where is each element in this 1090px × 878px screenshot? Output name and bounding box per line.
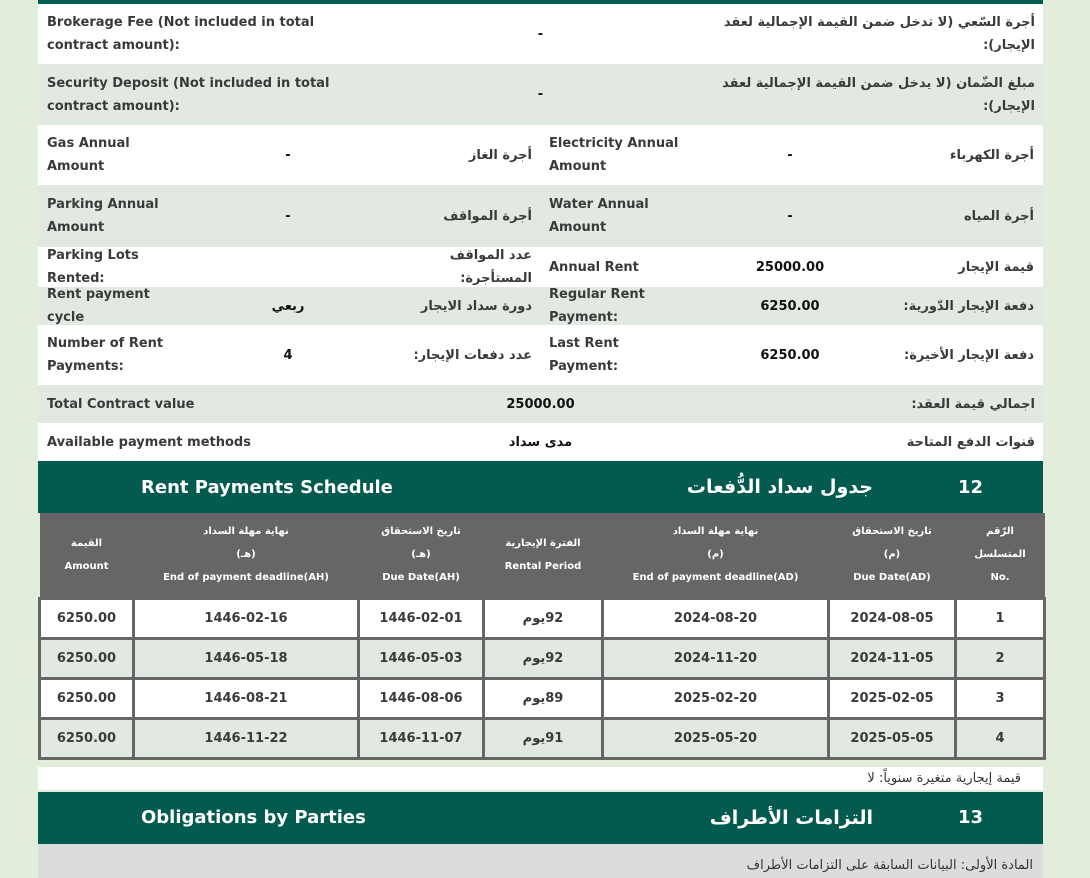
label-en: Security Deposit (Not included in total contract amount): xyxy=(47,75,330,114)
label-ar: أجرة الكهرباء xyxy=(949,147,1034,163)
table-row xyxy=(40,718,1045,758)
value: ربعي xyxy=(271,298,305,314)
fee-row xyxy=(38,64,1043,125)
header-line: End of payment deadline(AD) xyxy=(632,572,799,584)
section-header-obligations xyxy=(38,792,1043,844)
cell-amount: 6250.00 xyxy=(40,678,134,718)
cell-due_ah: 1446-02-01 xyxy=(359,598,484,638)
total-row xyxy=(38,423,1043,461)
field-row xyxy=(38,125,1043,185)
value: 6250.00 xyxy=(760,298,820,314)
column-header-due_ah xyxy=(359,513,484,598)
header-line: Rental Period xyxy=(504,560,582,572)
header-line: No. xyxy=(990,572,1010,584)
payment-schedule-table xyxy=(38,513,1046,760)
fee-row xyxy=(38,4,1043,64)
cell-end_ad: 2024-08-20 xyxy=(603,598,829,638)
obligations-first-article: المادة الأولى: البيانات السابقة على التزامات الأطراف xyxy=(38,844,1043,878)
label-ar: أجرة المياه xyxy=(963,208,1034,224)
label-ar: دفعة الإيجار الأخيرة: xyxy=(904,347,1034,363)
label-ar: أجرة الغاز xyxy=(468,147,532,163)
label-en: Available payment methods xyxy=(47,434,251,450)
value: 4 xyxy=(283,347,293,363)
header-line: تاريخ الاستحقاق xyxy=(381,526,461,538)
cell-due_ad: 2024-11-05 xyxy=(829,638,956,678)
value: - xyxy=(787,147,793,163)
cell-end_ah: 1446-08-21 xyxy=(134,678,359,718)
table-row xyxy=(40,678,1045,718)
cell-no: 2 xyxy=(956,638,1045,678)
cell-amount: 6250.00 xyxy=(40,718,134,758)
column-header-amount xyxy=(40,513,134,598)
column-header-period xyxy=(484,513,603,598)
header-line: Due Date(AH) xyxy=(382,572,460,584)
value: 6250.00 xyxy=(760,347,820,363)
field-row xyxy=(38,247,1043,287)
label-ar: اجمالي قيمة العقد: xyxy=(911,396,1035,412)
header-line: القيمة xyxy=(70,537,103,549)
label-ar: عدد المواقف المستأجرة: xyxy=(449,248,532,286)
label-en: Electricity Annual Amount xyxy=(549,136,679,174)
label-en: Parking Annual Amount xyxy=(47,197,159,235)
cell-end_ad: 2025-02-20 xyxy=(603,678,829,718)
cell-period: 92يوم xyxy=(484,638,603,678)
header-line: الرّقم xyxy=(986,526,1014,538)
value: مدى سداد xyxy=(508,434,573,450)
cell-end_ah: 1446-11-22 xyxy=(134,718,359,758)
cell-no: 1 xyxy=(956,598,1045,638)
value: 25000.00 xyxy=(755,259,825,275)
label-ar: قيمة الإيجار xyxy=(958,259,1034,275)
section-header-schedule xyxy=(38,461,1043,513)
value: - xyxy=(285,147,291,163)
cell-due_ah: 1446-11-07 xyxy=(359,718,484,758)
table-row xyxy=(40,598,1045,638)
cell-end_ad: 2024-11-20 xyxy=(603,638,829,678)
value: - xyxy=(787,208,793,224)
cell-due_ad: 2024-08-05 xyxy=(829,598,956,638)
column-header-no xyxy=(956,513,1045,598)
cell-period: 92يوم xyxy=(484,598,603,638)
header-line: Amount xyxy=(64,560,109,572)
header-line: نهاية مهلة السداد xyxy=(203,526,289,538)
cell-due_ad: 2025-02-05 xyxy=(829,678,956,718)
section-title-ar: التزامات الأطراف xyxy=(709,806,873,829)
cell-end_ah: 1446-05-18 xyxy=(134,638,359,678)
label-en: Parking Lots Rented: xyxy=(47,248,139,286)
cell-no: 3 xyxy=(956,678,1045,718)
header-line: تاريخ الاستحقاق xyxy=(852,526,932,538)
label-en: Regular Rent Payment: xyxy=(549,287,645,325)
label-en: Last Rent Payment: xyxy=(549,336,619,374)
cell-amount: 6250.00 xyxy=(40,598,134,638)
section-title-en: Rent Payments Schedule xyxy=(141,476,393,498)
header-line: المتسلسل xyxy=(974,549,1026,561)
cell-period: 91يوم xyxy=(484,718,603,758)
column-header-end_ad xyxy=(603,513,829,598)
cell-due_ah: 1446-05-03 xyxy=(359,638,484,678)
value: - xyxy=(285,208,291,224)
cell-due_ah: 1446-08-06 xyxy=(359,678,484,718)
cell-end_ah: 1446-02-16 xyxy=(134,598,359,638)
table-row xyxy=(40,638,1045,678)
column-header-end_ah xyxy=(134,513,359,598)
label-en: Gas Annual Amount xyxy=(47,136,130,174)
cell-end_ad: 2025-05-20 xyxy=(603,718,829,758)
section-number: 12 xyxy=(957,476,983,498)
header-line: الفترة الإيجارية xyxy=(505,537,581,549)
label-en: Brokerage Fee (Not included in total contract amount): xyxy=(47,15,315,53)
label-ar: دورة سداد الايجار xyxy=(420,298,532,314)
label-ar: عدد دفعات الإيجار: xyxy=(413,347,532,363)
variable-rent-note: قيمة إيجارية متغيرة سنوياً: لا xyxy=(38,767,1043,790)
column-header-due_ad xyxy=(829,513,956,598)
value: 25000.00 xyxy=(506,396,575,412)
label-ar: مبلغ الضّمان (لا يدخل ضمن القيمة الإجمالية لعقد الإيجار): xyxy=(722,75,1035,114)
cell-period: 89يوم xyxy=(484,678,603,718)
field-row xyxy=(38,325,1043,385)
field-row xyxy=(38,287,1043,325)
value: - xyxy=(537,87,544,102)
header-line: End of payment deadline(AH) xyxy=(163,572,329,584)
cell-due_ad: 2025-05-05 xyxy=(829,718,956,758)
value: - xyxy=(537,26,544,42)
header-line: (م) xyxy=(883,549,901,561)
label-ar: قنوات الدفع المتاحة xyxy=(906,434,1035,450)
header-line: نهاية مهلة السداد xyxy=(672,526,759,538)
header-line: (هـ) xyxy=(411,549,431,561)
total-row xyxy=(38,385,1043,423)
label-en: Annual Rent xyxy=(549,259,639,275)
section-title-en: Obligations by Parties xyxy=(141,807,366,828)
header-line: (هـ) xyxy=(236,549,256,561)
label-ar: دفعة الإيجار الدّورية: xyxy=(903,298,1034,314)
cell-no: 4 xyxy=(956,718,1045,758)
header-line: Due Date(AD) xyxy=(853,572,931,584)
label-ar: أجرة المواقف xyxy=(443,208,532,224)
section-number: 13 xyxy=(957,807,983,828)
field-row xyxy=(38,185,1043,247)
label-en: Total Contract value xyxy=(47,396,195,412)
header-line: (م) xyxy=(707,549,724,561)
label-en: Number of Rent Payments: xyxy=(47,336,164,374)
contract-document xyxy=(38,0,1043,878)
label-ar: أجرة السّعي (لا تدخل ضمن القيمة الإجمالية لعقد الإيجار): xyxy=(723,15,1035,53)
cell-amount: 6250.00 xyxy=(40,638,134,678)
label-en: Water Annual Amount xyxy=(549,197,649,235)
label-en: Rent payment cycle xyxy=(47,287,150,325)
section-title-ar: جدول سداد الدُّفعات xyxy=(686,476,873,498)
